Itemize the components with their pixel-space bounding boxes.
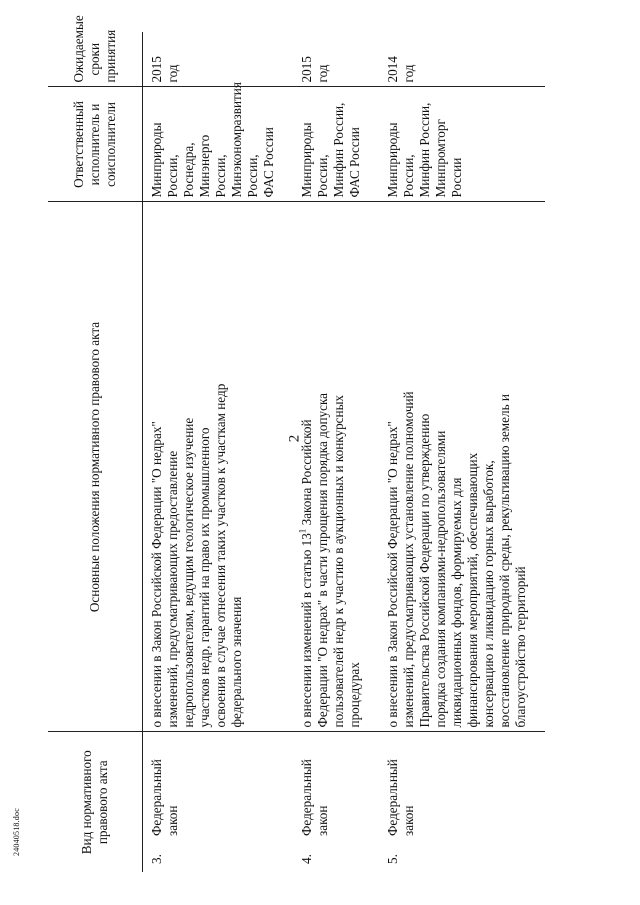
superscript: 1 — [297, 528, 308, 534]
row-responsible — [143, 82, 294, 202]
row-responsible — [293, 87, 379, 202]
rotated-page-content — [48, 15, 608, 872]
row-responsible — [379, 87, 545, 202]
row-deadline: 2015 год — [293, 32, 379, 87]
row-kind: Федеральный закон — [299, 759, 330, 836]
content-line — [299, 206, 315, 727]
content-line: благоустройство территорий — [513, 566, 528, 728]
row-content — [293, 202, 379, 732]
responsible-line: Минэкономразвития — [229, 82, 244, 198]
responsible-line: Минприроды России, — [149, 122, 180, 198]
content-line: Федерации "О недрах" в части упрощения порядка допуска — [315, 392, 330, 728]
content-line: недропользователям, ведущим геологическое изучение — [181, 417, 196, 728]
content-line: восстановление природной среды, рекультивацию земель и — [497, 394, 512, 728]
responsible-line: Минпромторг России — [433, 119, 464, 198]
responsible-line: Минэнерго России, — [197, 134, 228, 198]
row-number: 5. — [385, 854, 400, 864]
content-line-pre: о внесении изменений в статью 13 — [299, 533, 314, 728]
responsible-line: России, — [245, 154, 260, 198]
content-line: освоения в случае отнесения таких участков к участкам недр — [213, 383, 228, 728]
row-number: 3. — [149, 854, 164, 864]
content-line: участков недр, гарантий на право их промышленного — [197, 427, 212, 728]
header-deadline: Ожидаемые сроки принятия — [48, 32, 143, 87]
responsible-line: Минприроды России, — [385, 122, 416, 198]
table-row — [379, 32, 545, 872]
row-deadline: 2014 год — [379, 32, 545, 87]
row-content — [379, 202, 545, 732]
content-line: финансирования мероприятий, обеспечивающих — [465, 452, 480, 728]
content-line: процедурах — [347, 662, 362, 728]
normative-acts-table — [48, 15, 545, 872]
row-content — [143, 202, 294, 732]
responsible-line: Минприроды России, — [299, 122, 330, 198]
page-number: 2 — [286, 434, 303, 443]
responsible-line: ФАС России — [347, 127, 362, 198]
responsible-line: Роснедра, — [181, 142, 196, 198]
header-content: Основные положения нормативного правового акта — [48, 202, 143, 732]
content-line: о внесении в Закон Российской Федерации "О недрах" — [385, 421, 400, 728]
content-line-post: Закона Российской — [299, 419, 314, 529]
row-kind: Федеральный закон — [149, 759, 180, 836]
row-number: 4. — [299, 854, 314, 864]
responsible-line: Минфин России, — [331, 102, 346, 198]
content-line: пользователей недр к участию в аукционных и конкурсных — [331, 394, 346, 728]
header-responsible: Ответственный исполнитель и соисполнители — [48, 87, 143, 202]
row-kind: Федеральный закон — [385, 759, 416, 836]
table-row — [293, 32, 379, 872]
responsible-line: Минфин России, — [417, 102, 432, 198]
responsible-line: ФАС России — [261, 127, 276, 198]
header-kind: Вид нормативного правового акта — [48, 732, 143, 872]
content-line: ликвидационных фондов, формируемых для — [449, 477, 464, 728]
content-line: консервацию и ликвидацию горных выработок, — [481, 460, 496, 728]
content-line: порядка создания компаниями-недропользователями — [433, 430, 448, 728]
table-header-row — [48, 32, 143, 872]
table-row — [143, 32, 294, 872]
content-line: о внесении в Закон Российской Федерации "О недрах" — [149, 421, 164, 728]
footer-filename: 24040518.doc — [12, 808, 21, 856]
content-line: федерального значения — [229, 596, 244, 728]
content-line: изменений, предусматривающих установление полномочий — [401, 391, 416, 728]
row-deadline: 2015 год — [143, 32, 294, 87]
content-line: Правительства Российской Федерации по утверждению — [417, 413, 432, 728]
content-line: изменений, предусматривающих предоставление — [165, 450, 180, 728]
